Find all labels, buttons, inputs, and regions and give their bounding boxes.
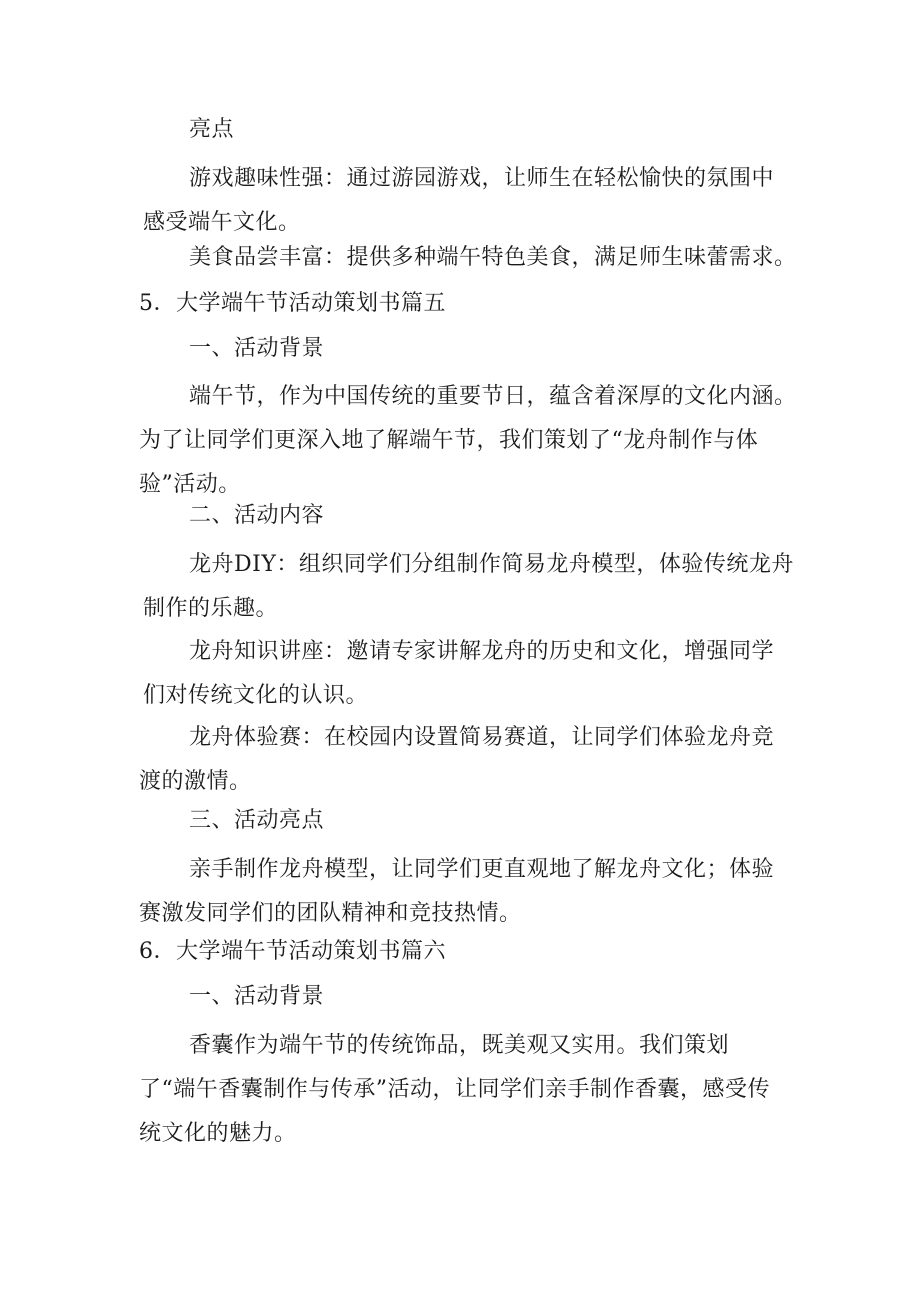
section5-title: 5．大学端午节活动策划书篇五 (139, 291, 446, 316)
section6-background-heading: 一、活动背景 (189, 984, 325, 1009)
section5-highlights-paragraph: 亲手制作龙舟模型，让同学们更直观地了解龙舟文化；体验赛激发同学们的团队精神和竞技热情。 (139, 857, 775, 926)
section5-content-heading: 二、活动内容 (189, 503, 325, 528)
highlight-paragraph-1: 游戏趣味性强：通过游园游戏，让师生在轻松愉快的氛围中感受端午文化。 (143, 166, 775, 235)
section5-highlights-heading: 三、活动亮点 (189, 808, 325, 833)
section5-content-paragraph-3: 龙舟体验赛：在校园内设置简易赛道，让同学们体验龙舟竞渡的激情。 (139, 725, 775, 794)
highlight-heading: 亮点 (189, 117, 235, 142)
section5-content-paragraph-1: 龙舟DIY：组织同学们分组制作简易龙舟模型，体验传统龙舟制作的乐趣。 (143, 552, 794, 621)
highlight-paragraph-2: 美食品尝丰富：提供多种端午特色美食，满足师生味蕾需求。 (189, 245, 797, 270)
section5-background-heading: 一、活动背景 (189, 336, 325, 361)
section6-title: 6．大学端午节活动策划书篇六 (139, 939, 446, 964)
section6-background-paragraph: 香囊作为端午节的传统饰品，既美观又实用。我们策划了“端午香囊制作与传承”活动，让同学们亲手制作香囊，感受传统文化的魅力。 (139, 1033, 770, 1146)
section5-background-paragraph: 端午节，作为中国传统的重要节日，蕴含着深厚的文化内涵。为了让同学们更深入地了解端午节，我们策划了“龙舟制作与体验”活动。 (139, 384, 797, 497)
section5-content-paragraph-2: 龙舟知识讲座：邀请专家讲解龙舟的历史和文化，增强同学们对传统文化的认识。 (143, 639, 775, 708)
